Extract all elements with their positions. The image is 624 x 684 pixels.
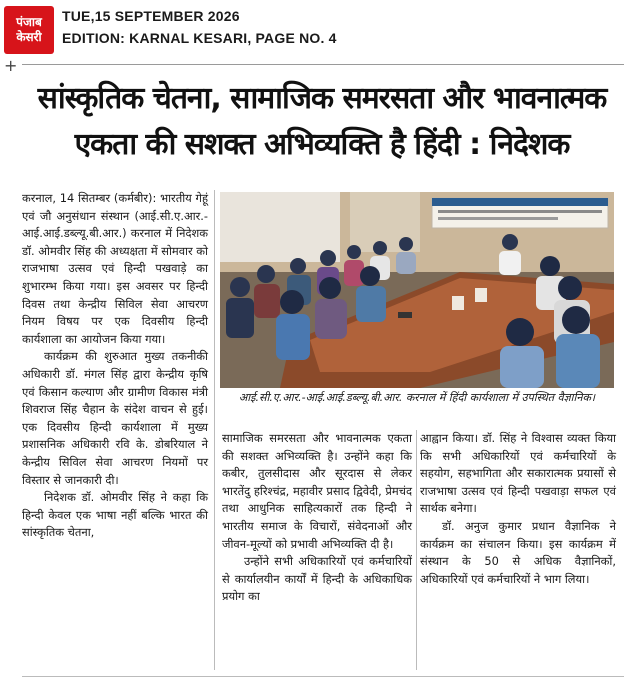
crop-mark-icon: + — [4, 56, 18, 75]
article-paragraph: सामाजिक समरसता और भावनात्मक एकता की सशक्त अभिव्यक्ति है। उन्होंने कहा कि कबीर, तुलसीदास और सूरदास से लेकर भारतेंदु हरिश्चंद्र, महावीर प्रसाद द्विवेदी, प्रेमचंद तथा आधुनिक साहित्यकारों तक हिन्दी ने भारतीय समाज के विचारों, संवेदनाओं और जीवन-मूल्यों को प्रभावी अभिव्यक्ति दी है। — [222, 431, 412, 551]
article-paragraph: उन्होंने सभी अधिकारियों एवं कर्मचारियों से कार्यालयीन कार्यों में हिन्दी के अधिकाधिक प्रयोग का — [222, 554, 412, 604]
article-paragraph: निदेशक डॉ. ओमवीर सिंह ने कहा कि हिन्दी केवल एक भाषा नहीं बल्कि भारत की सांस्कृतिक चेतना, — [22, 490, 208, 540]
photo-caption: आई.सी.ए.आर.-आई.आई.डब्ल्यू.बी.आर. करनाल में हिंदी कार्यशाला में उपस्थित वैज्ञानिक। — [238, 391, 596, 404]
article-paragraph: आह्वान किया। डॉ. सिंह ने विश्वास व्यक्त किया कि सभी अधिकारियों एवं कर्मचारियों के सहयोग, सहभागिता और सकारात्मक प्रयासों से राजभाषा उत्सव एवं हिन्दी पखवाड़ा सफल एवं सार्थक बनेगा। — [420, 431, 616, 516]
workshop-photo-illustration — [220, 192, 614, 388]
column-divider — [416, 430, 417, 670]
article-paragraph: कार्यक्रम की शुरुआत मुख्य तकनीकी अधिकारी डॉ. मंगल सिंह द्वारा केन्द्रीय कृषि एवं किसान कल्याण और ग्रामीण विकास मंत्री शिवराज सिंह चैहान के संदेश वाचन से हुई। एक दिवसीय हिन्दी कार्यशाला में मुख्य प्रशासनिक अधिकारी रवि के. डोबरियाल ने केन्द्रीय सिविल सेवा आचरण नियमों पर विस्तार से जानकारी दी। — [22, 349, 208, 487]
edition-info: EDITION: KARNAL KESARI, PAGE NO. 4 — [62, 30, 337, 46]
headline-line-2: एकता की सशक्त अभिव्यक्ति है हिंदी : निदेशक — [74, 127, 570, 162]
headline-line-1: सांस्कृतिक चेतना, सामाजिक समरसता और भावनात्मक — [37, 81, 607, 116]
article-column-2 — [222, 430, 412, 606]
article-paragraph: करनाल, 14 सितम्बर (कर्मबीर): भारतीय गेहूं एवं जौ अनुसंधान संस्थान (आई.सी.ए.आर.-आई.आई.डब्ल्यू.बी.आर.) करनाल में निदेशक डॉ. ओमवीर सिंह की अध्यक्षता में सोमवार को राजभाषा उत्सव एवं हिन्दी पखवाड़े का शुभारम्भ किया गया। इस अवसर पर हिन्दी दिवस तथा केन्द्रीय सिविल सेवा आचरण नियम विषय पर एक दिवसीय हिन्दी कार्यशाला का आयोजन किया गया। — [22, 191, 208, 346]
masthead — [0, 0, 624, 60]
logo-line-1: पंजाब — [16, 15, 42, 29]
divider — [22, 64, 624, 65]
edition-date: TUE,15 SEPTEMBER 2026 — [62, 8, 240, 24]
article-paragraph: डॉ. अनुज कुमार प्रधान वैज्ञानिक ने कार्यक्रम का संचालन किया। इस कार्यक्रम में संस्थान के 50 से अधिक वैज्ञानिकों, अधिकारियों एवं कर्मचारियों ने भाग लिया। — [420, 518, 616, 586]
headline — [22, 76, 622, 168]
divider — [22, 676, 624, 677]
logo-line-2: केसरी — [16, 30, 42, 44]
article-column-1 — [22, 190, 208, 542]
workshop-photo — [220, 192, 614, 388]
punjab-kesari-logo — [4, 6, 54, 54]
column-divider — [214, 190, 215, 670]
article-column-3 — [420, 430, 616, 588]
